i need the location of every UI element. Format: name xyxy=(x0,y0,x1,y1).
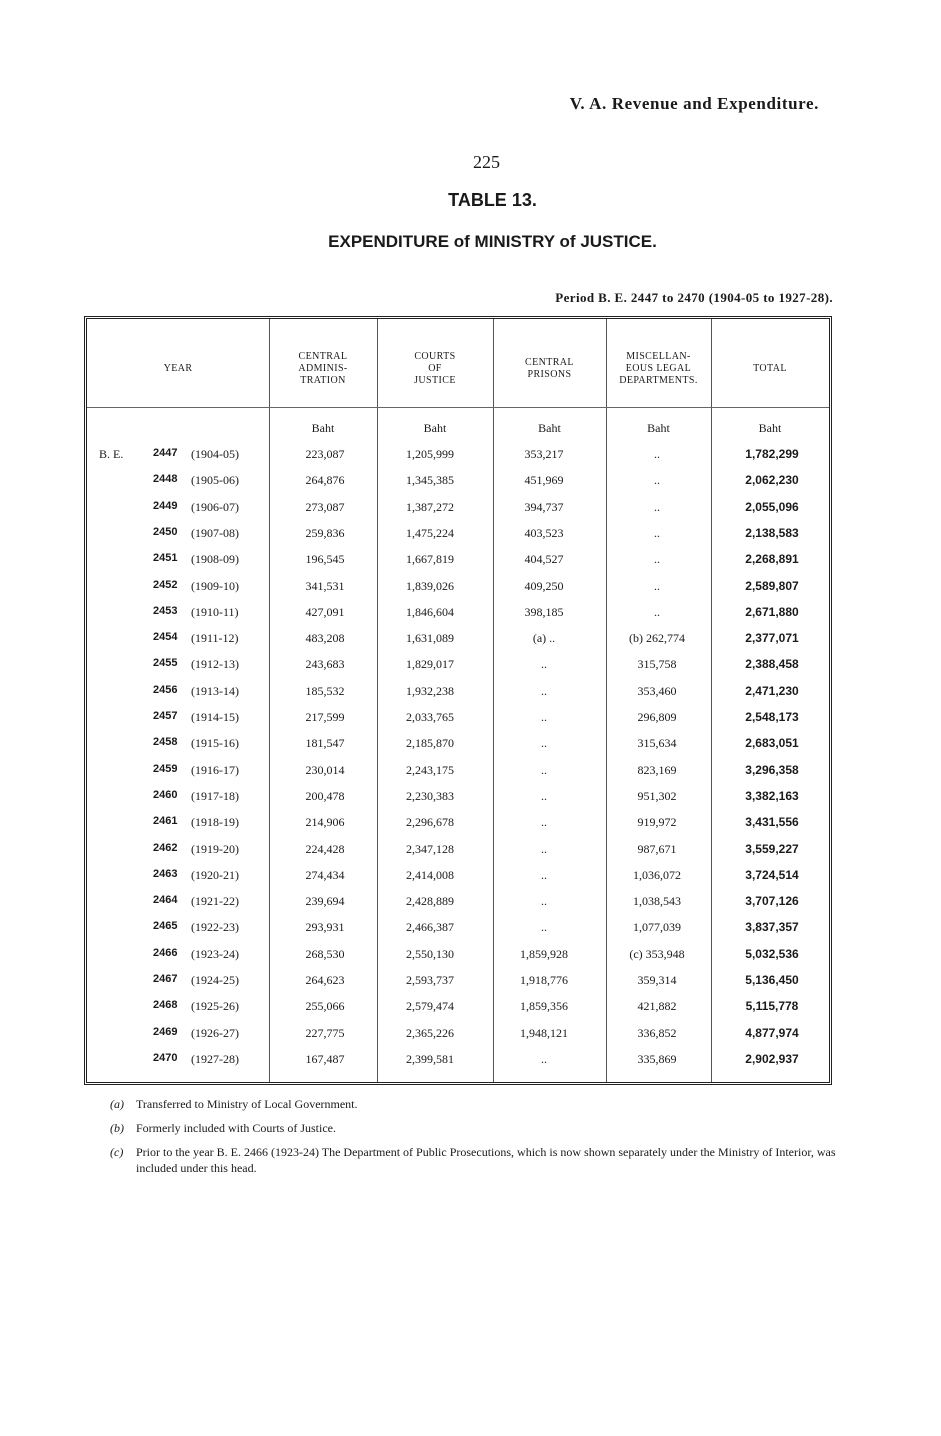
cell-courts: 1,846,604 xyxy=(406,604,454,619)
cell-misc: 353,460 xyxy=(637,683,677,698)
cell-misc: 335,869 xyxy=(637,1051,677,1066)
cell-total: 3,707,126 xyxy=(745,894,799,909)
cell-prisons: 403,523 xyxy=(524,525,564,540)
cell-courts: 2,185,870 xyxy=(406,736,454,751)
table-row xyxy=(87,552,829,578)
year-ce: (1922-23) xyxy=(191,920,239,935)
cell-total: 2,683,051 xyxy=(745,736,799,751)
cell-misc: 951,302 xyxy=(637,788,677,803)
cell-central-admin: 214,906 xyxy=(305,815,345,830)
unit-label: Baht xyxy=(311,421,335,435)
footnote-mark: (b) xyxy=(110,1121,124,1135)
cell-prisons: 1,948,121 xyxy=(520,1025,568,1040)
table-row xyxy=(87,999,829,1025)
cell-prisons: .. xyxy=(541,815,547,830)
cell-courts: 2,579,474 xyxy=(406,999,454,1014)
year-ce: (1919-20) xyxy=(191,841,239,856)
section-heading: V. A. Revenue and Expenditure. xyxy=(569,94,819,113)
cell-central-admin: 167,487 xyxy=(305,1051,345,1066)
cell-central-admin: 239,694 xyxy=(305,894,345,909)
cell-misc: .. xyxy=(654,578,660,593)
year-be: 2454 xyxy=(153,631,178,644)
cell-prisons: 398,185 xyxy=(524,604,564,619)
cell-central-admin: 259,836 xyxy=(305,525,345,540)
period-caption: Period B. E. 2447 to 2470 (1904-05 to 1927-28). xyxy=(555,290,833,305)
cell-total: 2,062,230 xyxy=(745,473,799,488)
cell-prisons: .. xyxy=(541,1051,547,1066)
cell-central-admin: 273,087 xyxy=(305,499,345,514)
cell-total: 4,877,974 xyxy=(745,1025,799,1040)
cell-central-admin: 224,428 xyxy=(305,841,345,856)
cell-central-admin: 185,532 xyxy=(305,683,345,698)
header-total xyxy=(711,339,829,399)
cell-total: 2,388,458 xyxy=(745,657,799,672)
cell-courts: 1,932,238 xyxy=(406,683,454,698)
cell-total: 2,671,880 xyxy=(745,604,799,619)
cell-courts: 2,347,128 xyxy=(406,841,454,856)
cell-courts: 2,466,387 xyxy=(406,920,454,935)
table-row xyxy=(87,736,829,762)
cell-central-admin: 217,599 xyxy=(305,710,345,724)
year-ce: (1914-15) xyxy=(191,710,239,724)
expenditure-table xyxy=(84,316,832,1085)
cell-courts: 2,033,765 xyxy=(406,710,454,724)
year-be: 2451 xyxy=(153,552,178,565)
footnote-text: Prior to the year B. E. 2466 (1923-24) The Department of Public Prosecutions, which is now shown separately under the Ministry of Interior, was included under this head. xyxy=(136,1145,836,1175)
unit-label: Baht xyxy=(758,421,782,435)
footnote xyxy=(110,1144,840,1176)
table-row xyxy=(87,973,829,999)
year-be: 2466 xyxy=(153,946,178,959)
header-central-admin xyxy=(269,339,377,399)
year-be: 2468 xyxy=(153,999,178,1012)
header-prisons xyxy=(493,339,606,399)
header-total-label: TOTAL xyxy=(753,363,787,374)
year-be: 2469 xyxy=(153,1025,178,1038)
year-be: 2449 xyxy=(153,499,178,512)
cell-central-admin: 230,014 xyxy=(305,762,345,777)
year-be: 2456 xyxy=(153,683,178,696)
header-courts xyxy=(377,339,493,399)
cell-courts: 2,593,737 xyxy=(406,973,454,987)
footnote xyxy=(110,1120,840,1136)
cell-prisons: .. xyxy=(541,867,547,882)
header-divider xyxy=(87,407,829,408)
table-row xyxy=(87,657,829,683)
header-line: CENTRAL xyxy=(298,351,348,362)
year-be: 2447 xyxy=(153,447,178,459)
table-row xyxy=(87,579,829,605)
year-be: 2465 xyxy=(153,920,178,933)
cell-central-admin: 264,876 xyxy=(305,473,345,488)
year-ce: (1908-09) xyxy=(191,552,239,567)
cell-total: 1,782,299 xyxy=(745,447,799,461)
cell-prisons: .. xyxy=(541,841,547,856)
year-be: 2464 xyxy=(153,894,178,907)
cell-courts: 1,667,819 xyxy=(406,552,454,567)
cell-courts: 1,839,026 xyxy=(406,578,454,593)
cell-total: 2,055,096 xyxy=(745,499,799,514)
cell-prisons: .. xyxy=(541,736,547,751)
footnote-mark: (c) xyxy=(110,1145,124,1159)
year-ce: (1920-21) xyxy=(191,867,239,882)
table-row xyxy=(87,1026,829,1052)
cell-central-admin: 196,545 xyxy=(305,552,345,567)
footnote-mark: (a) xyxy=(110,1097,124,1111)
header-line: PRISONS xyxy=(527,369,572,380)
cell-central-admin: 200,478 xyxy=(305,788,345,803)
cell-misc: 336,852 xyxy=(637,1025,677,1040)
year-be: 2470 xyxy=(153,1051,178,1064)
year-ce: (1926-27) xyxy=(191,1025,239,1040)
year-be: 2459 xyxy=(153,762,178,775)
year-be: 2462 xyxy=(153,841,178,854)
cell-total: 2,589,807 xyxy=(745,578,799,593)
year-be: 2463 xyxy=(153,867,178,880)
cell-prisons: 409,250 xyxy=(524,578,564,593)
cell-prisons: 1,918,776 xyxy=(520,973,568,987)
cell-total: 3,559,227 xyxy=(745,841,799,856)
table-title: TABLE 13. xyxy=(448,190,537,210)
table-row xyxy=(87,605,829,631)
cell-central-admin: 293,931 xyxy=(305,920,345,935)
cell-misc: 359,314 xyxy=(637,973,677,987)
year-ce: (1918-19) xyxy=(191,815,239,830)
table-row xyxy=(87,447,829,473)
year-be: 2460 xyxy=(153,788,178,801)
cell-prisons: .. xyxy=(541,920,547,935)
cell-misc: .. xyxy=(654,525,660,540)
cell-misc: .. xyxy=(654,552,660,567)
year-be: 2448 xyxy=(153,473,178,486)
cell-misc: 919,972 xyxy=(637,815,677,830)
cell-prisons: 451,969 xyxy=(524,473,564,488)
cell-total: 3,431,556 xyxy=(745,815,799,830)
year-ce: (1906-07) xyxy=(191,499,239,514)
cell-central-admin: 227,775 xyxy=(305,1025,345,1040)
unit-label: Baht xyxy=(423,421,447,435)
table-row xyxy=(87,763,829,789)
cell-misc: .. xyxy=(654,447,660,461)
cell-total: 2,138,583 xyxy=(745,525,799,540)
cell-prisons: .. xyxy=(541,710,547,724)
cell-prisons: 394,737 xyxy=(524,499,564,514)
year-ce: (1905-06) xyxy=(191,473,239,488)
cell-prisons: 404,527 xyxy=(524,552,564,567)
footnote-text: Transferred to Ministry of Local Government. xyxy=(136,1097,358,1111)
cell-misc: (b) 262,774 xyxy=(629,631,685,646)
table-row xyxy=(87,631,829,657)
cell-central-admin: 255,066 xyxy=(305,999,345,1014)
cell-misc: 1,036,072 xyxy=(633,867,681,882)
cell-courts: 2,428,889 xyxy=(406,894,454,909)
cell-courts: 2,296,678 xyxy=(406,815,454,830)
cell-total: 3,837,357 xyxy=(745,920,799,935)
header-year-label: YEAR xyxy=(163,363,193,374)
cell-prisons: .. xyxy=(541,894,547,909)
year-ce: (1923-24) xyxy=(191,946,239,961)
year-ce: (1915-16) xyxy=(191,736,239,751)
year-ce: (1916-17) xyxy=(191,762,239,777)
year-be: 2458 xyxy=(153,736,178,749)
cell-prisons: 353,217 xyxy=(524,447,564,461)
year-ce: (1904-05) xyxy=(191,447,239,461)
unit-label: Baht xyxy=(538,421,561,435)
table-row xyxy=(87,947,829,973)
cell-courts: 2,365,226 xyxy=(406,1025,454,1040)
cell-central-admin: 274,434 xyxy=(305,867,345,882)
year-be: 2467 xyxy=(153,973,178,985)
header-line: JUSTICE xyxy=(414,375,456,386)
cell-misc: 823,169 xyxy=(637,762,677,777)
footnote-text: Formerly included with Courts of Justice. xyxy=(136,1121,336,1135)
cell-total: 3,724,514 xyxy=(745,867,799,882)
table-row xyxy=(87,842,829,868)
cell-prisons: 1,859,356 xyxy=(520,999,568,1014)
header-line: MISCELLAN- xyxy=(626,351,691,362)
header-line: DEPARTMENTS. xyxy=(619,375,698,386)
footnote xyxy=(110,1096,840,1112)
header-line: OF xyxy=(428,363,442,374)
cell-prisons: .. xyxy=(541,657,547,672)
cell-prisons: .. xyxy=(541,762,547,777)
cell-total: 5,032,536 xyxy=(745,946,799,961)
cell-prisons: .. xyxy=(541,788,547,803)
cell-misc: 315,634 xyxy=(637,736,677,751)
cell-courts: 1,345,385 xyxy=(406,473,454,488)
cell-misc: 296,809 xyxy=(637,710,677,724)
table-row xyxy=(87,526,829,552)
cell-misc: .. xyxy=(654,473,660,488)
cell-total: 2,471,230 xyxy=(745,683,799,698)
year-ce: (1910-11) xyxy=(191,604,239,619)
header-year xyxy=(87,339,269,399)
cell-prisons: (a) .. xyxy=(532,631,556,646)
year-ce: (1921-22) xyxy=(191,894,239,909)
table-row xyxy=(87,894,829,920)
year-ce: (1909-10) xyxy=(191,578,239,593)
year-ce: (1927-28) xyxy=(191,1051,239,1066)
cell-total: 2,268,891 xyxy=(745,552,799,567)
cell-central-admin: 223,087 xyxy=(305,447,345,461)
year-be: 2461 xyxy=(153,815,178,828)
cell-misc: 987,671 xyxy=(637,841,677,856)
year-ce: (1913-14) xyxy=(191,683,239,698)
cell-central-admin: 427,091 xyxy=(305,604,345,619)
header-line: CENTRAL xyxy=(525,357,574,368)
year-ce: (1907-08) xyxy=(191,525,239,540)
cell-total: 2,377,071 xyxy=(745,631,799,646)
cell-central-admin: 264,623 xyxy=(305,973,345,987)
cell-misc: 421,882 xyxy=(637,999,677,1014)
cell-misc: .. xyxy=(654,499,660,514)
cell-courts: 2,399,581 xyxy=(406,1051,454,1066)
cell-central-admin: 181,547 xyxy=(305,736,345,751)
cell-misc: 1,038,543 xyxy=(633,894,681,909)
header-line: EOUS LEGAL xyxy=(625,363,692,374)
table-row xyxy=(87,789,829,815)
header-line: TRATION xyxy=(300,375,346,386)
year-be: 2455 xyxy=(153,657,178,670)
cell-courts: 1,631,089 xyxy=(406,631,454,646)
cell-total: 5,115,778 xyxy=(745,999,799,1014)
cell-total: 3,296,358 xyxy=(745,762,799,777)
year-ce: (1911-12) xyxy=(191,631,239,646)
year-be: 2457 xyxy=(153,710,178,722)
cell-prisons: .. xyxy=(541,683,547,698)
table-row xyxy=(87,684,829,710)
cell-misc: 1,077,039 xyxy=(633,920,681,935)
page-number: 225 xyxy=(473,152,500,172)
cell-courts: 2,243,175 xyxy=(406,762,454,777)
cell-courts: 2,414,008 xyxy=(406,867,454,882)
table-row xyxy=(87,710,829,736)
era-label: B. E. xyxy=(99,447,124,461)
cell-total: 2,902,937 xyxy=(745,1051,799,1066)
header-line: COURTS xyxy=(414,351,456,362)
cell-courts: 1,829,017 xyxy=(406,657,454,672)
table-row xyxy=(87,1052,829,1078)
cell-central-admin: 483,208 xyxy=(305,631,345,646)
cell-misc: (c) 353,948 xyxy=(629,946,685,961)
year-ce: (1917-18) xyxy=(191,788,239,803)
year-be: 2453 xyxy=(153,604,178,617)
table-row xyxy=(87,815,829,841)
cell-misc: 315,758 xyxy=(637,657,677,672)
table-row xyxy=(87,500,829,526)
cell-central-admin: 268,530 xyxy=(305,946,345,961)
cell-courts: 1,387,272 xyxy=(406,499,454,514)
cell-misc: .. xyxy=(654,604,660,619)
unit-label: Baht xyxy=(647,421,670,435)
cell-total: 5,136,450 xyxy=(745,973,799,987)
table-row xyxy=(87,473,829,499)
year-ce: (1924-25) xyxy=(191,973,239,987)
year-ce: (1925-26) xyxy=(191,999,239,1014)
cell-total: 3,382,163 xyxy=(745,788,799,803)
cell-courts: 2,550,130 xyxy=(406,946,454,961)
year-be: 2450 xyxy=(153,525,178,538)
cell-courts: 1,475,224 xyxy=(406,525,454,540)
cell-total: 2,548,173 xyxy=(745,710,799,724)
cell-courts: 2,230,383 xyxy=(406,788,454,803)
cell-prisons: 1,859,928 xyxy=(520,946,568,961)
header-misc xyxy=(606,339,711,399)
table-row xyxy=(87,868,829,894)
year-ce: (1912-13) xyxy=(191,657,239,672)
header-line: ADMINIS- xyxy=(298,363,348,374)
cell-central-admin: 243,683 xyxy=(305,657,345,672)
footnotes xyxy=(110,1096,840,1184)
table-subtitle: EXPENDITURE of MINISTRY of JUSTICE. xyxy=(328,232,657,251)
year-be: 2452 xyxy=(153,578,178,591)
cell-central-admin: 341,531 xyxy=(305,578,345,593)
table-row xyxy=(87,920,829,946)
cell-courts: 1,205,999 xyxy=(406,447,454,461)
